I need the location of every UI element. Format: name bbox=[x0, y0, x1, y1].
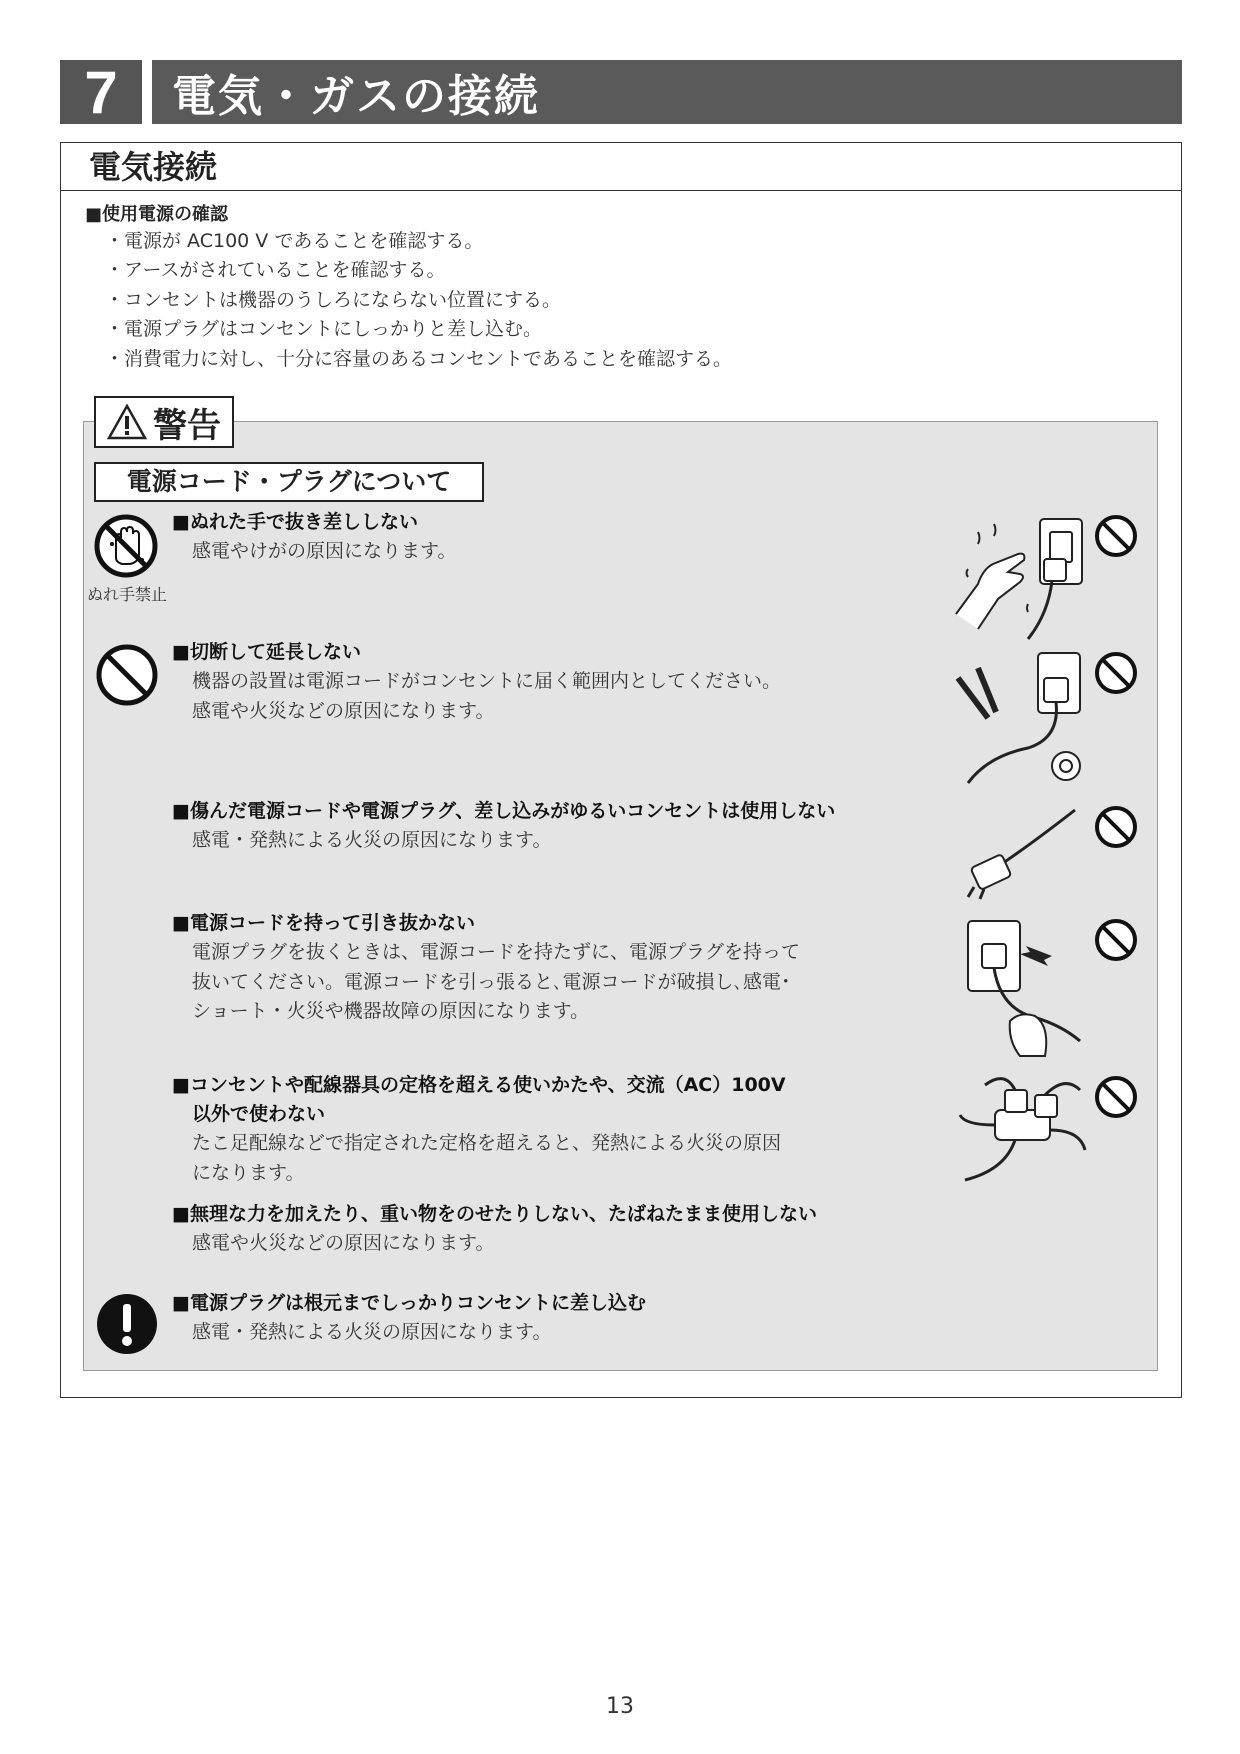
list-item: ・ コンセントは機器のうしろにならない位置にする。 bbox=[105, 286, 732, 315]
wet-hand-plug-illustration bbox=[948, 514, 1088, 644]
page-number: 13 bbox=[606, 1694, 634, 1719]
prohibited-icon bbox=[1094, 918, 1138, 962]
check-list bbox=[105, 227, 732, 374]
mandatory-icon bbox=[95, 1292, 159, 1356]
chapter-title: 電気・ガスの接続 bbox=[152, 60, 1182, 124]
warning-label-text: 警告 bbox=[153, 405, 221, 446]
warning-item: ■ ぬれた手で抜き差ししない 感電やけがの原因になります。 bbox=[172, 508, 456, 567]
prohibited-icon bbox=[1094, 1075, 1138, 1119]
section-title: 電気接続 bbox=[61, 143, 1181, 191]
warning-sublabel: 電源コード・プラグについて bbox=[94, 462, 484, 502]
prohibited-icon bbox=[1094, 805, 1138, 849]
wet-hand-prohibited-icon bbox=[94, 514, 158, 578]
warning-triangle-icon bbox=[107, 404, 147, 440]
list-item: ・ 消費電力に対し、十分に容量のあるコンセントであることを確認する。 bbox=[105, 345, 732, 374]
damaged-plug-illustration bbox=[960, 805, 1080, 900]
list-item: ・ アースがされていることを確認する。 bbox=[105, 256, 732, 285]
warning-label bbox=[94, 396, 234, 448]
list-item: ・ 電源が AC100 V であることを確認する。 bbox=[105, 227, 732, 256]
list-item: ・ 電源プラグはコンセントにしっかりと差し込む。 bbox=[105, 315, 732, 344]
warning-item: ■ 無理な力を加えたり、重い物をのせたりしない、たばねたまま使用しない 感電や火災などの原因になります。 bbox=[172, 1200, 817, 1259]
warning-item: ■ 電源プラグは根元までしっかりコンセントに差し込む 感電・発熱による火災の原因になります。 bbox=[172, 1289, 646, 1348]
check-heading: ■使用電源の確認 bbox=[85, 204, 229, 225]
prohibited-icon bbox=[1094, 651, 1138, 695]
chapter-number: 7 bbox=[60, 60, 142, 124]
warning-item: ■ コンセントや配線器具の定格を超える使いかたや、交流（AC）100V 以外で使わない たこ足配線などで指定された定格を超えると、発熱による火災の原因 になります。 bbox=[172, 1071, 786, 1188]
cutting-cord-illustration bbox=[948, 648, 1088, 788]
warning-item: ■ 傷んだ電源コードや電源プラグ、差し込みがゆるいコンセントは使用しない 感電・発熱による火災の原因になります。 bbox=[172, 797, 835, 856]
prohibited-icon bbox=[95, 643, 159, 707]
octopus-wiring-illustration bbox=[955, 1070, 1090, 1185]
wet-hand-caption: ぬれ手禁止 bbox=[87, 585, 168, 604]
pulling-cord-illustration bbox=[960, 916, 1090, 1061]
warning-item: ■ 電源コードを持って引き抜かない 電源プラグを抜くときは、電源コードを持たずに、電源プラグを持って 抜いてください。電源コードを引っ張ると､電源コードが破損し､感電･ ショート・火災や機器故障の原因になります。 bbox=[172, 909, 800, 1027]
warning-item: ■ 切断して延長しない 機器の設置は電源コードがコンセントに届く範囲内としてください。 感電や火災などの原因になります。 bbox=[172, 638, 781, 726]
prohibited-icon bbox=[1094, 514, 1138, 558]
